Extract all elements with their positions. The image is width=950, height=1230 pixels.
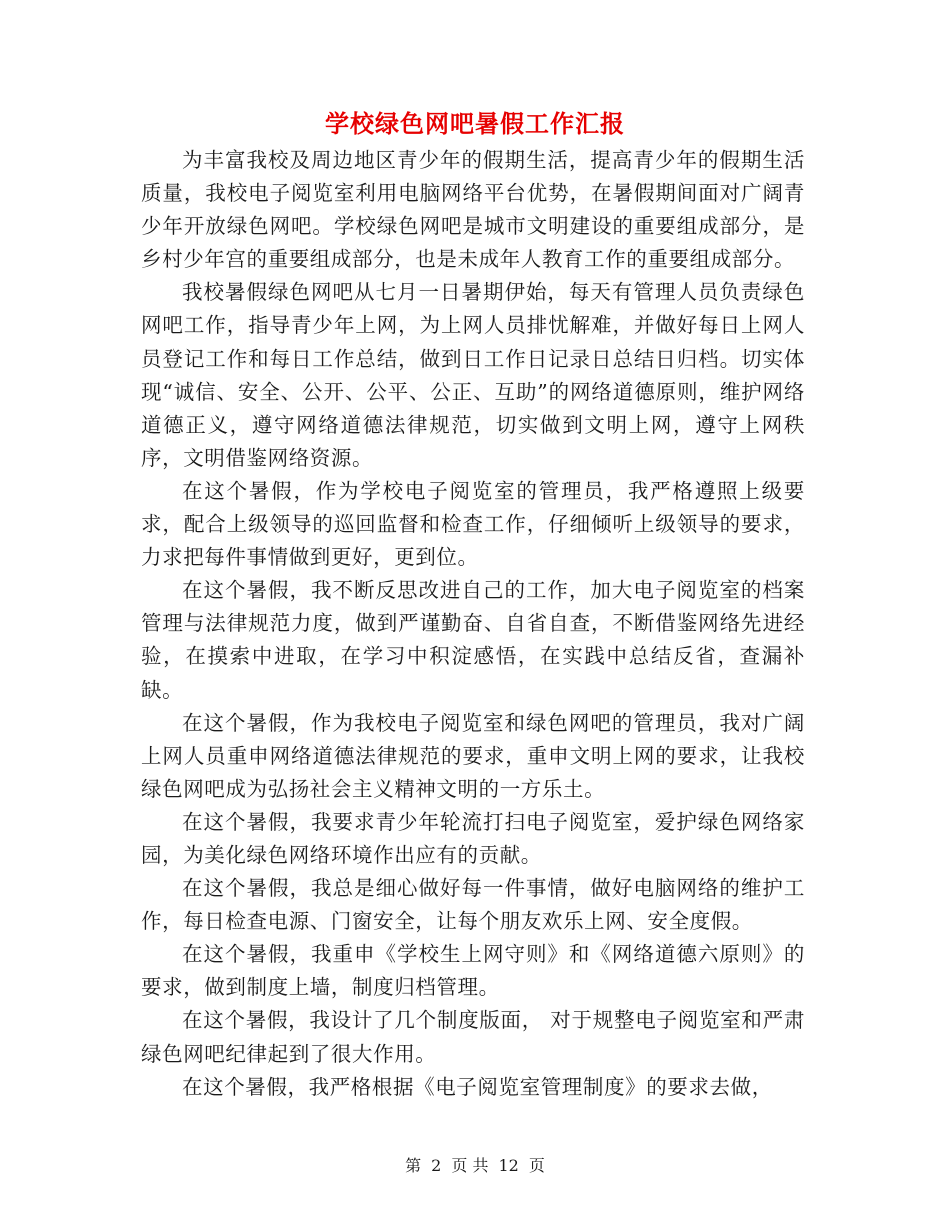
paragraph-3: 在这个暑假，作为学校电子阅览室的管理员，我严格遵照上级要求，配合上级领导的巡回监督和检查工作，仔细倾听上级领导的要求，力求把每件事情做到更好，更到位。 (141, 478, 805, 570)
paragraph-4: 在这个暑假，我不断反思改进自己的工作，加大电子阅览室的档案管理与法律规范力度，做到严谨勤奋、自省自查，不断借鉴网络先进经验，在摸索中进取，在学习中积淀感悟，在实践中总结反省，查漏补缺。 (141, 578, 805, 702)
paragraph-10: 在这个暑假，我严格根据《电子阅览室管理制度》的要求去做， (182, 1074, 773, 1099)
footer-total-pages: 12 (498, 1156, 519, 1175)
paragraph-6: 在这个暑假，我要求青少年轮流打扫电子阅览室，爱护绿色网络家园，为美化绿色网络环境作出应有的贡献。 (141, 809, 805, 867)
document-body (141, 144, 805, 1104)
document-title: 学校绿色网吧暑假工作汇报 (325, 110, 625, 138)
paragraph-9: 在这个暑假，我设计了几个制度版面， 对于规整电子阅览室和严肃绿色网吧纪律起到了很大作用。 (141, 1008, 805, 1066)
footer-suffix: 页 (528, 1156, 545, 1175)
footer-page-number: 2 (431, 1156, 442, 1175)
paragraph-8: 在这个暑假，我重申《学校生上网守则》和《网络道德六原则》的要求，做到制度上墙，制度归档管理。 (141, 942, 805, 1000)
paragraph-5: 在这个暑假，作为我校电子阅览室和绿色网吧的管理员，我对广阔上网人员重申网络道德法律规范的要求，重申文明上网的要求，让我校绿色网吧成为弘扬社会主义精神文明的一方乐土。 (141, 710, 805, 801)
paragraph-2: 我校暑假绿色网吧从七月一日暑期伊始，每天有管理人员负责绿色网吧工作，指导青少年上网，为上网人员排忧解难，并做好每日上网人员登记工作和每日工作总结，做到日工作日记录日总结日归档。切实体现“诚信、安全、公开、公平、公正、互助”的网络道德原则，维护网络道德正义，遵守网络道德法律规范，切实做到文明上网，遵守上网秩序，文明借鉴网络资源。 (141, 280, 805, 470)
page-footer (0, 1154, 950, 1178)
footer-prefix: 第 (405, 1156, 422, 1175)
paragraph-7: 在这个暑假，我总是细心做好每一件事情，做好电脑网络的维护工作，每日检查电源、门窗安全，让每个朋友欢乐上网、安全度假。 (141, 876, 805, 934)
paragraph-1: 为丰富我校及周边地区青少年的假期生活，提高青少年的假期生活质量，我校电子阅览室利用电脑网络平台优势，在暑假期间面对广阔青少年开放绿色网吧。学校绿色网吧是城市文明建设的重要组成部分，是乡村少年宫的重要组成部分，也是未成年人教育工作的重要组成部分。 (141, 148, 805, 272)
footer-middle: 页 共 (451, 1156, 489, 1175)
